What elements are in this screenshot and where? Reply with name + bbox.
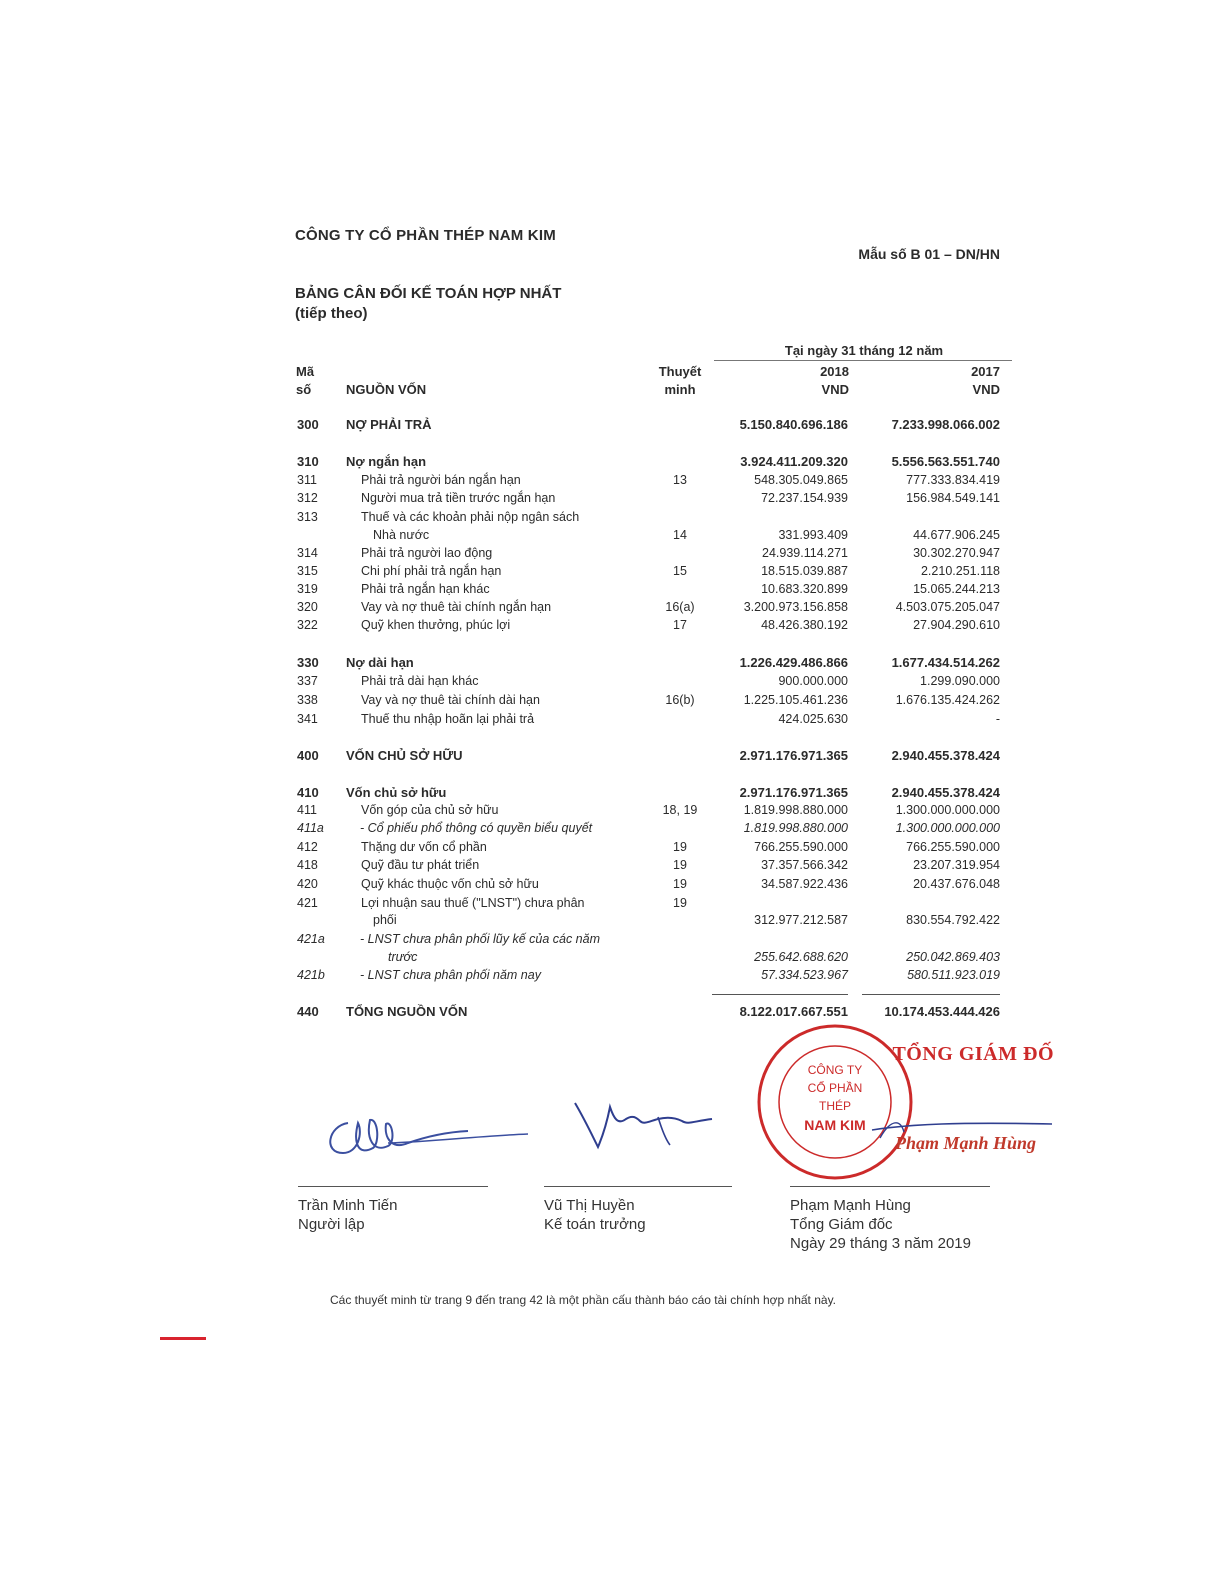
row-label: Phải trả dài hạn khác [361,674,479,688]
row-code: 400 [297,748,319,763]
preparer-block [298,1196,398,1234]
row-code: 320 [297,600,318,614]
row-note: 16(b) [665,693,695,707]
row-value-2018: 3.200.973.156.858 [743,600,848,614]
stamp-line2: CỔ PHẦN [807,1081,863,1095]
table-row [0,600,1225,618]
row-note: 14 [673,528,687,542]
table-row [0,693,1225,711]
row-label: Nhà nước [373,528,430,542]
row-label: Vay và nợ thuê tài chính dài hạn [361,693,540,707]
table-row [0,582,1225,600]
preparer-signature [318,1098,538,1168]
row-value-2017: 30.302.270.947 [913,546,1000,560]
row-code: 341 [297,712,318,726]
row-value-2017: 5.556.563.551.740 [891,454,1000,469]
row-value-2018: 18.515.039.887 [761,564,848,578]
table-row [0,674,1225,692]
stamp-line4: NAM KIM [804,1117,866,1133]
table-row [0,510,1225,528]
row-value-2017: 2.210.251.118 [920,564,1000,578]
stamp-director-title: TỔNG GIÁM ĐỐ [892,1043,1054,1065]
table-row [0,858,1225,876]
table-row [0,913,1225,931]
row-value-2018: 2.971.176.971.365 [739,748,848,763]
row-note: 19 [673,840,687,854]
row-label: - LNST chưa phân phối năm nay [360,968,541,982]
col-header-ma: Mã [296,364,315,379]
row-label: VỐN CHỦ SỞ HỮU [346,748,463,763]
row-label: Vay và nợ thuê tài chính ngắn hạn [361,600,552,614]
accountant-name: Vũ Thị Huyền [544,1197,635,1214]
row-label: Vốn chủ sở hữu [346,785,447,800]
row-label: Nợ dài hạn [346,655,414,670]
row-label: Phải trả người bán ngắn hạn [361,473,521,487]
col-header-unit-2018: VND [821,382,849,397]
row-label: Người mua trả tiền trước ngắn hạn [361,491,556,505]
row-value-2018: 1.226.429.486.866 [739,655,848,670]
row-value-2017: 830.554.792.422 [906,913,1000,927]
row-code: 315 [297,564,318,578]
director-signature [870,1110,1055,1150]
row-code: 311 [297,473,317,487]
table-row [0,950,1225,968]
row-value-2017: 766.255.590.000 [906,840,1000,854]
company-name: CÔNG TY CỔ PHẦN THÉP NAM KIM [295,227,556,244]
row-code: 330 [297,655,319,670]
row-code: 314 [297,546,318,560]
col-header-so: số [296,382,312,397]
row-code: 440 [297,1004,319,1019]
row-label: - Cổ phiếu phổ thông có quyền biểu quyết [360,821,593,835]
table-row [0,748,1225,766]
row-value-2018: 3.924.411.209.320 [740,454,848,469]
accountant-role: Kế toán trưởng [544,1216,646,1233]
table-row [0,968,1225,986]
row-value-2018: 766.255.590.000 [754,840,848,854]
row-value-2018: 424.025.630 [778,712,848,726]
row-value-2017: 1.299.090.000 [920,674,1000,688]
period-rule [714,360,1012,361]
footer-note: Các thuyết minh từ trang 9 đến trang 42 là một phần cấu thành báo cáo tài chính hợp nhất này. [330,1293,837,1307]
row-value-2017: 2.940.455.378.424 [891,748,1000,763]
row-value-2017: 44.677.906.245 [913,528,1000,542]
table-row [0,803,1225,821]
row-value-2017: 777.333.834.419 [906,473,1000,487]
preparer-signature-line [298,1186,488,1187]
accountant-block [544,1196,646,1234]
table-row [0,454,1225,472]
row-label: trước [388,950,418,964]
col-header-thuyet: Thuyết [658,364,702,379]
report-title-line2: (tiếp theo) [295,305,368,322]
row-code: 322 [297,618,318,632]
row-note: 18, 19 [662,803,698,817]
row-value-2017: 1.676.135.424.262 [895,693,1000,707]
row-label: - LNST chưa phân phối lũy kế của các năm [360,932,600,946]
col-header-year-2018: 2018 [820,364,849,379]
director-stamp-signature: Phạm Mạnh Hùng [895,1133,1037,1153]
row-note: 15 [673,564,687,578]
row-value-2018: 2.971.176.971.365 [739,785,848,800]
row-value-2018: 1.225.105.461.236 [743,693,848,707]
row-code: 312 [297,491,318,505]
row-value-2018: 8.122.017.667.551 [739,1004,848,1019]
row-label: NỢ PHẢI TRẢ [346,417,432,432]
table-row [0,896,1225,914]
page-marker [160,1337,206,1340]
col-header-thuyet-minh [645,363,715,399]
accountant-signature-line [544,1186,732,1187]
preparer-name: Trần Minh Tiến [298,1197,398,1214]
row-label: Vốn góp của chủ sở hữu [361,803,499,817]
table-row [0,785,1225,803]
row-value-2018: 312.977.212.587 [754,913,848,927]
total-rule-2018 [712,994,848,995]
row-value-2017: 7.233.998.066.002 [891,417,1000,432]
row-value-2017: 1.300.000.000.000 [895,821,1000,835]
row-code: 420 [297,877,318,891]
signing-date: Ngày 29 tháng 3 năm 2019 [790,1235,971,1252]
row-code: 411 [297,803,317,817]
row-value-2018: 1.819.998.880.000 [743,821,848,835]
row-label: Phải trả người lao động [361,546,493,560]
row-value-2017: 2.940.455.378.424 [891,785,1000,800]
row-code: 418 [297,858,318,872]
total-rule-2017 [862,994,1000,995]
accountant-signature [570,1095,720,1155]
row-label: Quỹ đầu tư phát triển [361,858,480,872]
row-value-2018: 900.000.000 [778,674,848,688]
row-note: 13 [673,473,687,487]
table-row [0,932,1225,950]
row-code: 421b [297,968,325,982]
col-header-minh: minh [664,382,696,397]
row-note: 16(a) [665,600,695,614]
row-label: Quỹ khen thưởng, phúc lợi [361,618,511,632]
row-code: 300 [297,417,319,432]
row-label: Chi phí phải trả ngắn hạn [361,564,502,578]
stamp-line3: THÉP [818,1099,852,1113]
row-value-2018: 5.150.840.696.186 [739,417,848,432]
row-label: Phải trả ngắn hạn khác [361,582,490,596]
director-role: Tổng Giám đốc [790,1216,893,1233]
row-label: Thuế và các khoản phải nộp ngân sách [361,510,580,524]
row-value-2017: 23.207.319.954 [913,858,1000,872]
director-signature-line [790,1186,990,1187]
table-row [0,712,1225,730]
company-stamp [755,1022,915,1182]
row-value-2018: 24.939.114.271 [762,546,848,560]
table-row [0,564,1225,582]
row-value-2018: 34.587.922.436 [761,877,848,891]
row-code: 319 [297,582,318,596]
row-value-2018: 48.426.380.192 [761,618,848,632]
row-note: 19 [673,896,687,910]
row-code: 313 [297,510,318,524]
stamp-line1: CÔNG TY [807,1063,863,1077]
row-code: 310 [297,454,319,469]
col-header-2018 [715,363,849,399]
row-note: 17 [673,618,687,632]
row-value-2017: 156.984.549.141 [906,491,1000,505]
row-value-2018: 10.683.320.899 [761,582,848,596]
report-title [295,284,561,324]
table-row [0,821,1225,839]
row-label: Lợi nhuận sau thuế ("LNST") chưa phân [361,896,585,910]
row-code: 338 [297,693,318,707]
table-row [0,877,1225,895]
row-value-2018: 37.357.566.342 [761,858,848,872]
row-code: 412 [297,840,318,854]
col-header-unit-2017: VND [972,382,1000,397]
row-note: 19 [673,877,687,891]
row-value-2017: 4.503.075.205.047 [895,600,1000,614]
row-value-2017: 580.511.923.019 [907,968,1000,982]
table-row [0,546,1225,564]
col-header-year-2017: 2017 [971,364,1000,379]
row-value-2017: 15.065.244.213 [913,582,1000,596]
row-code: 421 [297,896,318,910]
table-row [0,491,1225,509]
row-value-2018: 548.305.049.865 [754,473,848,487]
row-value-2017: 1.677.434.514.262 [891,655,1000,670]
table-row [0,840,1225,858]
row-label: phối [373,913,397,927]
col-header-nguon-von: NGUỒN VỐN [346,382,427,397]
table-row [0,473,1225,491]
row-value-2017: 1.300.000.000.000 [895,803,1000,817]
row-note: 19 [673,858,687,872]
row-label: Thuế thu nhập hoãn lại phải trả [361,712,535,726]
director-block [790,1196,971,1253]
row-code: 411a [297,821,324,835]
row-code: 410 [297,785,319,800]
table-row [0,655,1225,673]
row-value-2018: 255.642.688.620 [754,950,848,964]
period-header: Tại ngày 31 tháng 12 năm [784,343,944,358]
row-code: 337 [297,674,318,688]
row-value-2017: 27.904.290.610 [913,618,1000,632]
row-value-2018: 1.819.998.880.000 [743,803,848,817]
row-value-2017: - [995,712,1000,726]
col-header-2017 [860,363,1000,399]
table-row-total [0,1004,1225,1022]
form-code: Mẫu số B 01 – DN/HN [858,246,1000,262]
row-label: TỔNG NGUỒN VỐN [346,1004,468,1019]
col-header-ma-so [296,363,314,399]
report-title-line1: BẢNG CÂN ĐỐI KẾ TOÁN HỢP NHẤT [295,285,562,302]
row-code: 421a [297,932,325,946]
row-value-2017: 250.042.869.403 [906,950,1000,964]
row-value-2018: 57.334.523.967 [761,968,848,982]
row-label: Nợ ngắn hạn [346,454,427,469]
row-value-2018: 72.237.154.939 [761,491,848,505]
row-label: Thặng dư vốn cổ phần [361,840,487,854]
row-label: Quỹ khác thuộc vốn chủ sở hữu [361,877,539,891]
row-value-2018: 331.993.409 [778,528,848,542]
director-name: Phạm Mạnh Hùng [790,1197,911,1214]
row-value-2017: 10.174.453.444.426 [884,1004,1000,1019]
table-row [0,618,1225,636]
table-row [0,528,1225,546]
row-value-2017: 20.437.676.048 [913,877,1000,891]
table-row [0,417,1225,435]
preparer-role: Người lập [298,1216,365,1233]
